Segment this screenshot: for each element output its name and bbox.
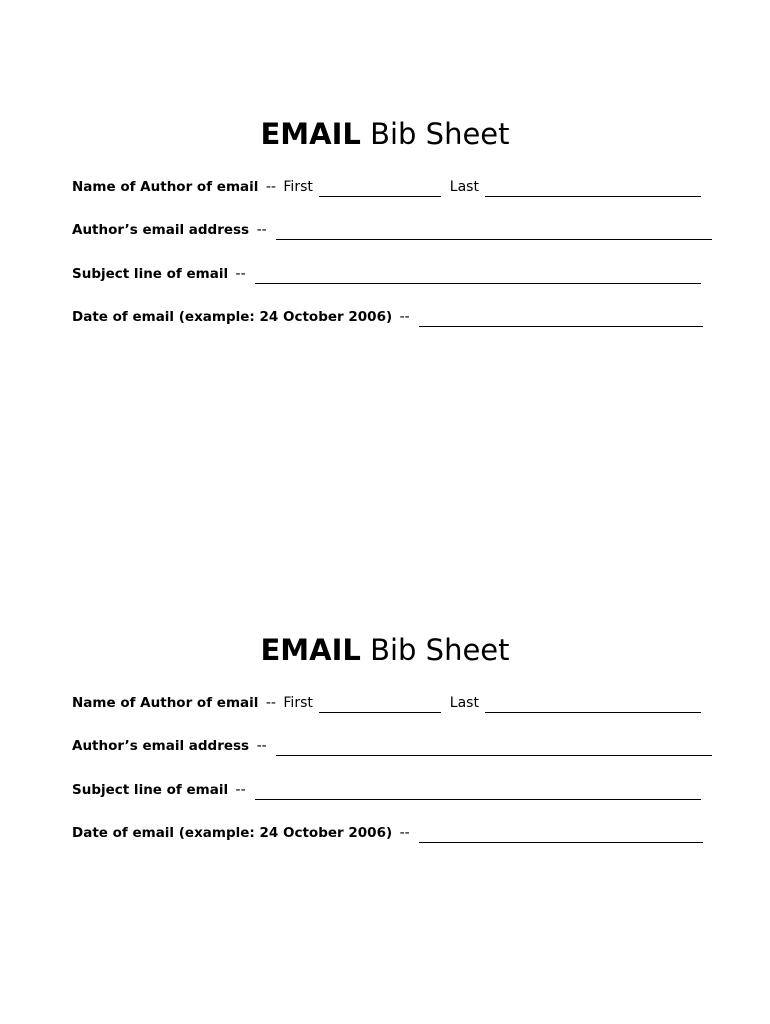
email-date-row bbox=[72, 823, 703, 843]
email-date-field[interactable] bbox=[419, 310, 703, 327]
last-name-field[interactable] bbox=[485, 696, 701, 713]
first-name-field[interactable] bbox=[319, 696, 441, 713]
separator: -- bbox=[265, 179, 276, 195]
title-email-word: EMAIL bbox=[260, 117, 361, 151]
separator: -- bbox=[256, 222, 267, 238]
title-rest: Bib Sheet bbox=[370, 117, 510, 151]
subject-line-row bbox=[72, 780, 701, 800]
title-email-word: EMAIL bbox=[260, 633, 361, 667]
separator: -- bbox=[256, 738, 267, 754]
subject-line-row bbox=[72, 264, 701, 284]
author-email-field[interactable] bbox=[276, 223, 712, 240]
separator: -- bbox=[399, 309, 410, 325]
author-name-label: Name of Author of email bbox=[72, 179, 259, 195]
separator: -- bbox=[399, 825, 410, 841]
author-email-label: Author’s email address bbox=[72, 738, 250, 754]
separator: -- bbox=[265, 695, 276, 711]
first-name-label: First bbox=[283, 695, 313, 711]
subject-line-label: Subject line of email bbox=[72, 266, 229, 282]
first-name-field[interactable] bbox=[319, 180, 441, 197]
author-email-row bbox=[72, 736, 712, 756]
sheet-title bbox=[0, 114, 770, 154]
email-date-row bbox=[72, 307, 703, 327]
email-date-label: Date of email (example: 24 October 2006) bbox=[72, 825, 393, 841]
author-email-label: Author’s email address bbox=[72, 222, 250, 238]
author-email-row bbox=[72, 220, 712, 240]
author-name-row bbox=[72, 693, 701, 713]
email-date-label: Date of email (example: 24 October 2006) bbox=[72, 309, 393, 325]
last-name-field[interactable] bbox=[485, 180, 701, 197]
title-rest: Bib Sheet bbox=[370, 633, 510, 667]
subject-line-field[interactable] bbox=[255, 267, 701, 284]
separator: -- bbox=[235, 266, 246, 282]
subject-line-label: Subject line of email bbox=[72, 782, 229, 798]
author-name-row bbox=[72, 177, 701, 197]
email-date-field[interactable] bbox=[419, 826, 703, 843]
subject-line-field[interactable] bbox=[255, 783, 701, 800]
author-email-field[interactable] bbox=[276, 739, 712, 756]
sheet-title bbox=[0, 630, 770, 670]
last-name-label: Last bbox=[449, 179, 479, 195]
last-name-label: Last bbox=[449, 695, 479, 711]
separator: -- bbox=[235, 782, 246, 798]
first-name-label: First bbox=[283, 179, 313, 195]
author-name-label: Name of Author of email bbox=[72, 695, 259, 711]
